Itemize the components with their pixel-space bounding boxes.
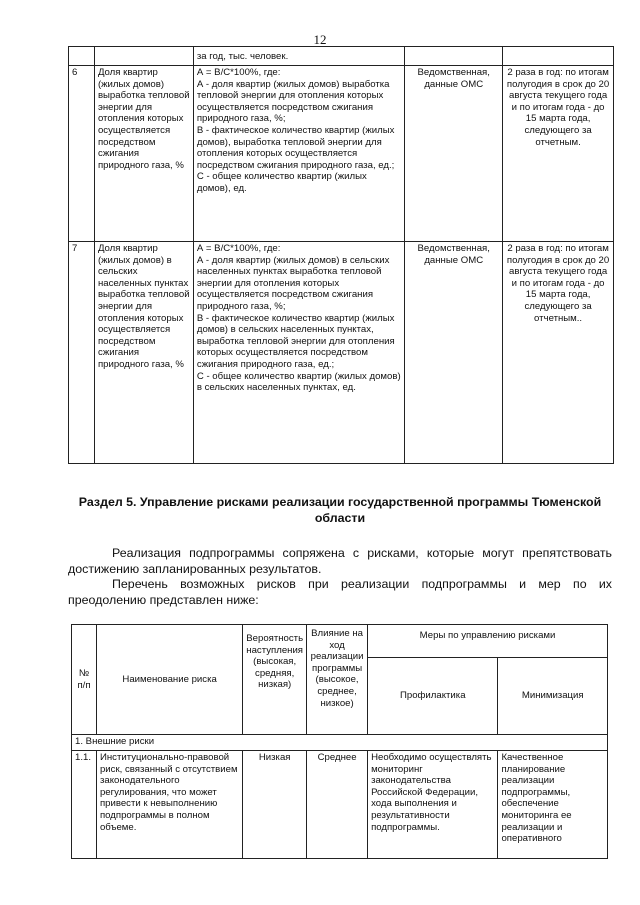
table-row	[69, 242, 614, 464]
page-number: 12	[313, 32, 327, 47]
table-header-row	[72, 625, 608, 658]
paragraph: Перечень возможных рисков при реализации подпрограммы и мер по их преодолению представлен ниже:	[68, 577, 612, 607]
table-row	[69, 66, 614, 242]
risk-probability: Низкая	[243, 751, 307, 859]
row-number: 1.1.	[72, 751, 97, 859]
data-source: Ведомственная, данные ОМС	[405, 66, 503, 242]
reporting-period: 2 раза в год: по итогам полугодия в срок до 20 августа текущего года и по итогам года - до 15 марта года, следующего за отчетным..	[503, 242, 614, 464]
table-row	[69, 47, 614, 66]
indicator-name: Доля квартир (жилых домов) выработка тепловой энергии для отопления которых осуществляется посредством сжигания природного газа, %	[94, 66, 193, 242]
section-title: Раздел 5. Управление рисками реализации государственной программы Тюменской области	[78, 495, 602, 525]
risks-table	[71, 624, 608, 859]
data-source: Ведомственная, данные ОМС	[405, 242, 503, 464]
risk-prevention: Необходимо осуществлять мониторинг законодательства Российской Федерации, хода выполнения и результативности подпрограммы.	[368, 751, 498, 859]
indicator-formula: А = В/С*100%, где: А - доля квартир (жилых домов) выработка тепловой энергии для отопления которых осуществляется посредством сжигания природного газа, %; В - фактическое количество квартир (жилых домов), выработка тепловой энергии для отопления которых осуществляется посредством сжигания природного газа, ед.; С - общее количество квартир (жилых домов), ед.	[193, 66, 404, 242]
table-cell: за год, тыс. человек.	[193, 47, 404, 66]
risk-impact: Среднее	[307, 751, 368, 859]
risk-group: 1. Внешние риски	[72, 735, 608, 751]
row-number: 7	[69, 242, 95, 464]
indicator-formula: А = В/С*100%, где: А - доля квартир (жилых домов) в сельских населенных пунктах выработка тепловой энергии для отопления которых осуществляется посредством сжигания природного газа, %; В - фактическое количество квартир (жилых домов) в сельских населенных пунктах, выработка тепловой энергии для отопления которых осуществляется посредством сжигания природного газа, ед.; С - общее количество квартир (жилых домов) в сельских населенных пунктах, ед.	[193, 242, 404, 464]
paragraph: Реализация подпрограммы сопряжена с рисками, которые могут препятствовать достижению запланированных результатов.	[68, 546, 612, 576]
risk-minimization: Качественное планирование реализации подпрограммы, обеспечение мониторинга ее реализации и оперативного	[498, 751, 608, 859]
header-probability: Вероятность наступления (высокая, средняя, низкая)	[243, 625, 307, 735]
indicators-table	[68, 46, 614, 464]
header-impact: Влияние на ход реализации программы (высокое, среднее, низкое)	[307, 625, 368, 735]
header-prevention: Профилактика	[368, 658, 498, 735]
table-row	[72, 751, 608, 859]
header-measures: Меры по управлению рисками	[368, 625, 608, 658]
header-risk-name: Наименование риска	[96, 625, 242, 735]
header-num: № п/п	[72, 625, 97, 735]
header-minimization: Минимизация	[498, 658, 608, 735]
risk-name: Институционально-правовой риск, связанный с отсутствием законодательного регулирования, что может привести к невыполнению подпрограммы в полном объеме.	[96, 751, 242, 859]
table-group-row	[72, 735, 608, 751]
row-number: 6	[69, 66, 95, 242]
indicator-name: Доля квартир (жилых домов) в сельских населенных пунктах выработка тепловой энергии для отопления которых осуществляется посредством сжигания природного газа, %	[94, 242, 193, 464]
reporting-period: 2 раза в год: по итогам полугодия в срок до 20 августа текущего года и по итогам года - до 15 марта года, следующего за отчетным.	[503, 66, 614, 242]
